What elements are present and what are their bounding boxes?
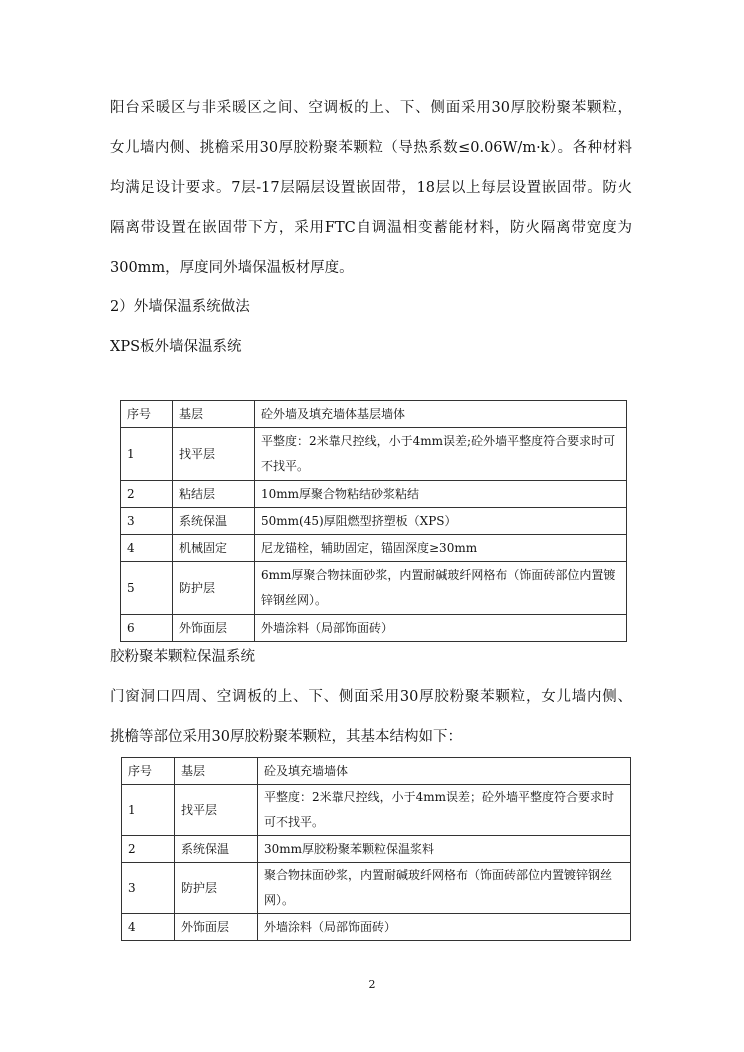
- table-cell: 粘结层: [173, 481, 255, 508]
- table-cell: 系统保温: [175, 836, 258, 863]
- table-cell: 1: [122, 785, 175, 836]
- xps-system-table: [120, 400, 627, 642]
- table-row: [121, 508, 627, 535]
- table-cell: 2: [121, 481, 173, 508]
- table-cell: 外饰面层: [175, 914, 258, 941]
- table-cell: 尼龙锚栓，辅助固定，锚固深度≥30mm: [255, 535, 627, 562]
- table-cell: 外饰面层: [173, 615, 255, 642]
- table-row: [122, 836, 631, 863]
- subsection-heading: 胶粉聚苯颗粒保温系统: [110, 649, 255, 665]
- table-cell: 序号: [121, 401, 173, 428]
- paragraph-line: 均满足设计要求。7层-17层隔层设置嵌固带，18层以上每层设置嵌固带。防火: [110, 180, 632, 196]
- table-row: [121, 562, 627, 615]
- table-row: [122, 914, 631, 941]
- table-row: [122, 863, 631, 914]
- glue-powder-system-table: [121, 757, 631, 941]
- table-cell: 防护层: [173, 562, 255, 615]
- paragraph-line: 300mm，厚度同外墙保温板材厚度。: [110, 260, 354, 276]
- paragraph-line: 女儿墙内侧、挑檐采用30厚胶粉聚苯颗粒（导热系数≤0.06W/m·k）。各种材料: [110, 140, 632, 156]
- table-header-row: [121, 401, 627, 428]
- table-cell: 基层: [173, 401, 255, 428]
- section-heading: 2）外墙保温系统做法: [110, 299, 250, 315]
- table-row: [122, 785, 631, 836]
- table-cell: 3: [121, 508, 173, 535]
- paragraph-line: 阳台采暖区与非采暖区之间、空调板的上、下、侧面采用30厚胶粉聚苯颗粒，: [110, 100, 632, 116]
- table-cell: 6: [121, 615, 173, 642]
- table-cell: 找平层: [175, 785, 258, 836]
- table-cell: 1: [121, 428, 173, 481]
- table-row: [121, 535, 627, 562]
- table-cell: 基层: [175, 758, 258, 785]
- table-cell: 砼外墙及填充墙体基层墙体: [255, 401, 627, 428]
- table-header-row: [122, 758, 631, 785]
- table-cell: 4: [121, 535, 173, 562]
- table-cell: 找平层: [173, 428, 255, 481]
- table-cell: 5: [121, 562, 173, 615]
- paragraph-line: 挑檐等部位采用30厚胶粉聚苯颗粒，其基本结构如下：: [110, 729, 462, 745]
- table-cell: 平整度：2米靠尺控线，小于4mm误差；砼外墙平整度符合要求时可不找平。: [258, 785, 631, 836]
- table-cell: 外墙涂料（局部饰面砖）: [258, 914, 631, 941]
- table-row: [121, 481, 627, 508]
- paragraph-line: 门窗洞口四周、空调板的上、下、侧面采用30厚胶粉聚苯颗粒，女儿墙内侧、: [110, 689, 632, 705]
- table-cell: 序号: [122, 758, 175, 785]
- table-cell: 外墙涂料（局部饰面砖）: [255, 615, 627, 642]
- table-cell: 4: [122, 914, 175, 941]
- table-cell: 3: [122, 863, 175, 914]
- table-cell: 砼及填充墙墙体: [258, 758, 631, 785]
- table-cell: 聚合物抹面砂浆，内置耐碱玻纤网格布（饰面砖部位内置镀锌钢丝网）。: [258, 863, 631, 914]
- subsection-heading: XPS板外墙保温系统: [110, 339, 242, 355]
- table-cell: 30mm厚胶粉聚苯颗粒保温浆料: [258, 836, 631, 863]
- table-cell: 系统保温: [173, 508, 255, 535]
- table-cell: 防护层: [175, 863, 258, 914]
- table-cell: 机械固定: [173, 535, 255, 562]
- table-cell: 10mm厚聚合物粘结砂浆粘结: [255, 481, 627, 508]
- page-number: 2: [368, 978, 376, 991]
- table-cell: 50mm(45)厚阻燃型挤塑板（XPS）: [255, 508, 627, 535]
- table-cell: 6mm厚聚合物抹面砂浆，内置耐碱玻纤网格布（饰面砖部位内置镀锌钢丝网）。: [255, 562, 627, 615]
- table-row: [121, 428, 627, 481]
- table-cell: 平整度：2米靠尺控线，小于4mm误差;砼外墙平整度符合要求时可不找平。: [255, 428, 627, 481]
- table-row: [121, 615, 627, 642]
- paragraph-line: 隔离带设置在嵌固带下方，采用FTC自调温相变蓄能材料，防火隔离带宽度为: [110, 220, 632, 236]
- table-cell: 2: [122, 836, 175, 863]
